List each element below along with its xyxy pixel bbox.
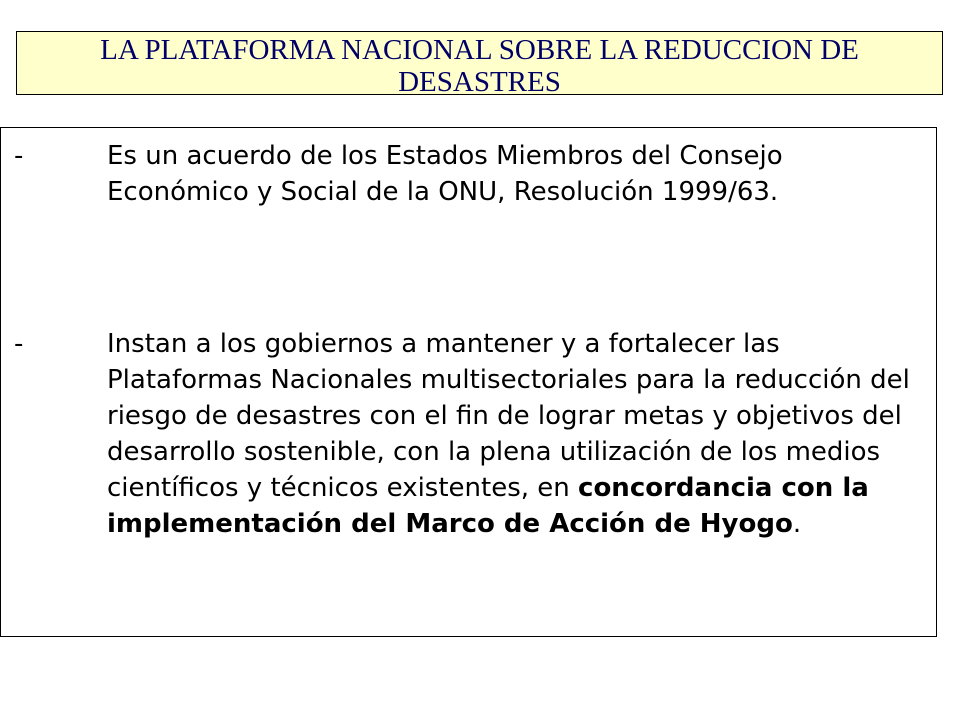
bullet-text-2-end: . — [792, 509, 802, 539]
content-box — [0, 127, 937, 637]
bullet-text-2 — [107, 326, 927, 542]
bullet-text-2-plain: Instan a los gobiernos a mantener y a fortalecer las Plataformas Nacionales multisectoriales para la reducción del riesgo de desastres con el fin de lograr metas y objetivos del desarrollo sostenible, con la plena utilización de los medios científicos y técnicos existentes, en — [107, 329, 910, 503]
bullet-text-2-bold: concordancia con la implementación del Marco de Acción de Hyogo — [107, 473, 869, 539]
bullet-marker: - — [14, 141, 24, 171]
bullet-marker: - — [14, 329, 24, 359]
slide-title-box — [16, 31, 943, 98]
bullet-text-1: Es un acuerdo de los Estados Miembros del Consejo Económico y Social de la ONU, Resolución 1999/63. — [107, 141, 783, 207]
slide-title: LA PLATAFORMA NACIONAL SOBRE LA REDUCCION DE DESASTRES — [100, 34, 859, 98]
